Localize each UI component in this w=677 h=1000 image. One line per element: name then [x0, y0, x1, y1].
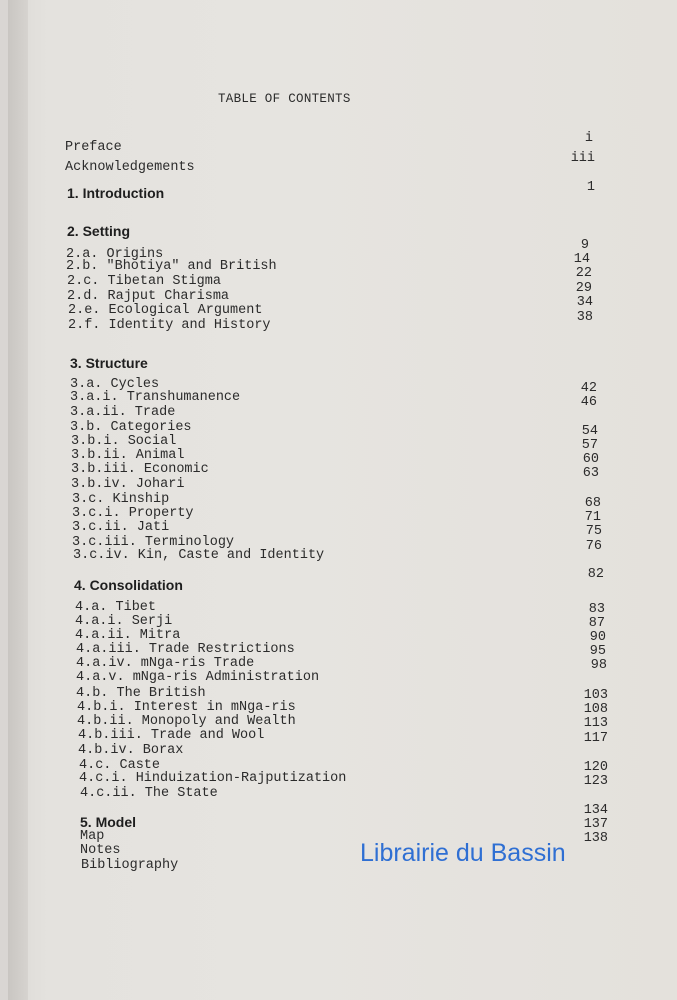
- toc-entry: 3.c.ii. Jati: [72, 520, 170, 535]
- toc-page-number: 98: [590, 658, 607, 673]
- toc-entry-acknowledgements: Acknowledgements: [65, 160, 195, 175]
- section-heading-2: 2. Setting: [67, 223, 131, 239]
- toc-page-number: 117: [583, 731, 608, 746]
- section-heading-4: 4. Consolidation: [74, 577, 183, 593]
- toc-entry: 2.b. "Bhotiya" and British: [66, 259, 277, 274]
- toc-page-number: 75: [585, 524, 602, 539]
- toc-entry: 4.a.iv. mNga-ris Trade: [76, 656, 255, 671]
- toc-page-number: 103: [583, 688, 608, 703]
- toc-entry-map: Map: [80, 829, 105, 844]
- toc-page-number: 113: [583, 716, 608, 731]
- toc-entry: 3.b.i. Social: [71, 434, 177, 449]
- toc-page-number: 71: [584, 510, 601, 525]
- toc-page-number: 108: [583, 702, 608, 717]
- toc-page-preface: i: [584, 131, 593, 146]
- toc-entry: 2.f. Identity and History: [68, 318, 271, 333]
- toc-entry: 3.b. Categories: [70, 420, 192, 435]
- toc-entry: 4.c.i. Hinduization-Rajputization: [79, 771, 347, 786]
- toc-entry: 4.b.i. Interest in mNga-ris: [77, 700, 296, 715]
- toc-page-number: 57: [581, 438, 598, 453]
- toc-page-number: 68: [584, 496, 601, 511]
- toc-entry: 2.a. Origins: [66, 247, 164, 262]
- toc-page-number: 60: [582, 452, 599, 467]
- toc-entry-notes: Notes: [80, 843, 121, 858]
- toc-page-number: 34: [576, 295, 593, 310]
- section-heading-5: 5. Model: [80, 814, 137, 830]
- toc-page-number: 22: [575, 266, 592, 281]
- toc-entry: 3.c.i. Property: [72, 506, 194, 521]
- toc-entry: 3.b.iii. Economic: [71, 462, 209, 477]
- section-heading-3: 3. Structure: [70, 355, 148, 371]
- toc-entry: 4.b. The British: [76, 686, 206, 701]
- toc-page-number: 46: [580, 395, 597, 410]
- toc-entry: 3.a. Cycles: [70, 377, 160, 392]
- page-gutter: [8, 0, 28, 1000]
- section-page-1: 1: [586, 180, 595, 195]
- toc-entry: 4.a. Tibet: [75, 600, 157, 615]
- toc-page-number: 90: [589, 630, 606, 645]
- toc-entry: 3.c.iv. Kin, Caste and Identity: [73, 548, 325, 563]
- toc-entry: 4.a.ii. Mitra: [75, 628, 181, 643]
- section-page-5: 134: [583, 803, 608, 818]
- toc-page-acknowledgements: iii: [570, 151, 595, 166]
- section-heading-1: 1. Introduction: [67, 185, 165, 201]
- toc-title: TABLE OF CONTENTS: [218, 92, 351, 106]
- toc-entry: 4.c. Caste: [79, 758, 161, 773]
- toc-entry: 3.a.i. Transhumanence: [70, 390, 241, 405]
- toc-page-number: 95: [589, 644, 606, 659]
- toc-page-number: 14: [573, 252, 590, 267]
- toc-page-number: 9: [580, 238, 589, 253]
- toc-page-number: 29: [575, 281, 592, 296]
- toc-entry: 3.b.ii. Animal: [71, 448, 185, 463]
- toc-entry: 3.b.iv. Johari: [71, 477, 185, 492]
- toc-entry: 3.a.ii. Trade: [70, 405, 176, 420]
- toc-page-number: 54: [581, 424, 598, 439]
- toc-page-notes: 138: [583, 831, 608, 846]
- toc-entry: 2.e. Ecological Argument: [68, 303, 263, 318]
- toc-page-map: 137: [583, 817, 608, 832]
- toc-entry: 3.c. Kinship: [72, 492, 170, 507]
- toc-entry: 4.b.ii. Monopoly and Wealth: [77, 714, 296, 729]
- toc-page-number: 123: [583, 774, 608, 789]
- toc-page-number: 83: [588, 602, 605, 617]
- toc-entry: 3.c.iii. Terminology: [72, 535, 235, 550]
- toc-entry: 4.c.ii. The State: [80, 786, 218, 801]
- toc-page-number: 87: [588, 616, 605, 631]
- toc-page-number: 76: [585, 539, 602, 554]
- section-page-4: 82: [587, 567, 604, 582]
- toc-entry: 4.a.v. mNga-ris Administration: [76, 670, 320, 685]
- toc-entry: 2.c. Tibetan Stigma: [67, 274, 221, 289]
- toc-page-number: 38: [576, 310, 593, 325]
- toc-page-number: 120: [583, 760, 608, 775]
- toc-page-number: 63: [582, 466, 599, 481]
- toc-entry: 4.a.i. Serji: [75, 614, 173, 629]
- toc-entry-bibliography: Bibliography: [81, 858, 179, 873]
- bookseller-watermark: Librairie du Bassin: [360, 839, 566, 867]
- toc-entry: 2.d. Rajput Charisma: [67, 289, 230, 304]
- toc-entry-preface: Preface: [65, 140, 122, 155]
- toc-entry: 4.b.iv. Borax: [78, 743, 184, 758]
- toc-entry: 4.a.iii. Trade Restrictions: [76, 642, 295, 657]
- toc-page-number: 42: [580, 381, 597, 396]
- toc-entry: 4.b.iii. Trade and Wool: [78, 728, 265, 743]
